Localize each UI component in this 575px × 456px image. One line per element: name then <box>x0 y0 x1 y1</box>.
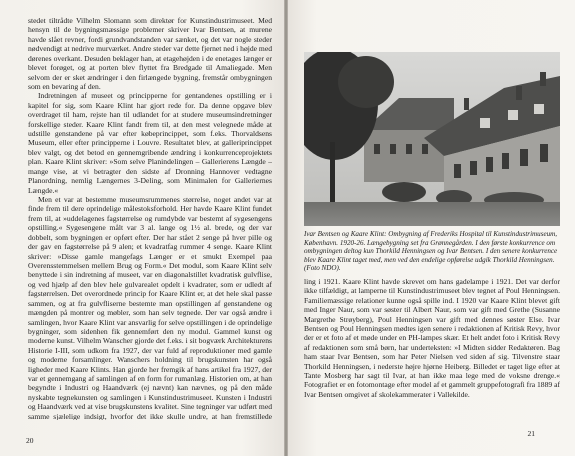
building-photo <box>304 52 560 226</box>
paragraph: Men et var at bestemme museumsrummenes størrelse, noget andet var at finde frem til dere oprindelige målestoksforhold. Her havde Kaare Klint fundet frem til, at »uddelagenes fagstørrelse og rumdybde var bestemt af sygesengens opstilling.« Sygesengene målt var 3 al. lange og 1½ al. brede, og der var dobbelt, som bygningen er opført efter. Der har stået 2 senge på hver pille og der gav en fagstørrelse på 9 alen; et kvadratfag rummer 4 senge. Kaare Klint skriver: »Disse gamle mangefags Længer er et smukt Exempel paa Overensstemmelsen mellem Brug og Form.« Det modul, som Kaare Klint selv benyttede i sin indretning af museet, var en diagonalstillet kvadratisk gulvflise, og ved hjælp af den blev hele gulvarealet opdelt i kvadrater, som er udledt af fagstørrelsen. Det overordnede princip for Kaare Klint er, at det hele skal passe sammen, og at fra gulvfliserne bestemte man opstillingen af genstandene og mængden på montrer og møbler, som han selv tegnede. Der var også ændre i samlingen, hvor Kaare Klint var ansvarlig for selve opstillingen i de oprindelige bygninger, som sidenhen fik gennemført den ny modul. Gammel kunst og moderne kunst. Vilhelm Wanscher gjorde det f.eks. i sit bogværk Architekturens Historie I-III, som udkom fra 1927, der var fuld af reproduktioner med gamle og moderne forsamlinger. Wanschers holdning til brugskunsten har også ligheder med Kaare Klints. Han gjorde her fremgik af hans artikel fra 1927, der var et gennemgang af samlingen af en form for rumanlæg. Historien om, at han begyndte i Industri og Haandværk (ej nævnt) kan nævnes, og på den måde nyskabte tegnekunsten og samlingen i Kunstindustrimuseet. Kunsten i Industri og Haandværk ved at vise brugskunstens kvalitet. Sine tegninger var udført med samme sjælelige indsigt, hvorfor det ikke skulle undre, at han fremstillede <box>28 195 272 420</box>
right-page-text <box>304 277 560 407</box>
paragraph: stedet tiltrådte Vilhelm Slomann som direktør for Kunstindustrimuseet. Med hensyn til de bygningsmæssige problemer skriver Ivar Bentsen, at murene havde slået revner, fordi grundvandstanden var sænket, og det var nogle steder nødvendigt at nedrive murværket. Andre steder var dette fjernet ned i højde med dørenes overkant. Desuden beklager han, at etagehøjden i de enetages længer er blevet forøget, og at porten blev flyttet fra Bredgade til Amaliegade. Men selvom der er sket ændringer i den firlængede bygning, fremstår ombygningen som en bevaring af den. <box>28 16 272 91</box>
building-photo-illustration <box>304 52 560 226</box>
left-page-text <box>28 16 272 420</box>
paragraph: ling i 1921. Kaare Klint havde skrevet om hans gadelampe i 1921. Det var derfor ikke tilfældigt, at lamperne til Kunstindustrimuseet blev tegnet af Poul Henningsen. Familiemæssige relationer kunne også spille ind. I 1920 var Kaare Klint blevet gift med Inger Naur, som var søster til Albert Naur, som var gift med Grethe (Susanne Margrethe Strøyberg), Poul Henningsen var gift med dennes søster Else. Ivar Bentsen og Poul Henningsen mødtes igen senere i redaktionen af Kritisk Revy, hvor der er et foto af et møde under en PH-lampes skær. Et helt andet foto i Kritisk Revy af redaktionen som små børn, har underteksten: »I Midten sidder Redaktøren. Bag ham staar Ivar Bentsen, som har Peter Nielsen ved siden af sig. Tilvenstre staar Thorkild Henningsen, i nederste højre hjørne Heiberg. Billedet er taget lige efter at Tante Mosberg har sagt til Ivar, at han ikke maa lege med de voksne drenge.« Fotografiet er en fotomontage efter model af et gammelt gruppefotografi fra 1889 af Ivar Bentsen omgivet af skolekammerater i Vallekilde. <box>304 277 560 399</box>
paragraph: Indretningen af museet og principperne for gentandenes opstilling er i kapitel for sig, som Kaare Klint har gjort rede for. Da denne opgave blev overdraget til ham, rejste han til udlandet for at studere museumsindretninger forskellige steder. Kaare Klint fandt frem til, at den mest velegnede måde at udstille genstandene på var efter købeprincippet, som f.eks. Thorvaldsens Museum, eller efter principperne i Louvre. Resultatet blev, at galleriprincippet blev valgt, og det betod en gennemgribende ændring i konkurrenceprojektets plan. Kaare Klint skriver: »Som selve Planindelingen – Gallerierens Længde – mange vise, at vi betragter den sidste af Dronning Hannover vedtagne Planordning, nemlig Længernes 3-Deling, som Minimalen for Galleriernes Længde.« <box>28 91 272 195</box>
photo-caption: Ivar Bentsen og Kaare Klint: Ombygning af Frederiks Hospital til Kunstindustrimuseum, København. 1920-26. Længebygning set fra Grønnegården. I den første konkurrence om ombygningen deltog kun Thorkild Henningsen og Ivar Bentsen. I den senere konkurrence blev Kaare Klint taget med, men ved den endelige opførelse udgik Thorkild Henningsen. (Foto NDO). <box>304 230 558 273</box>
left-page <box>0 0 284 456</box>
page-number-right: 21 <box>527 429 535 438</box>
right-page <box>288 0 575 456</box>
page-number-left: 20 <box>26 436 34 445</box>
